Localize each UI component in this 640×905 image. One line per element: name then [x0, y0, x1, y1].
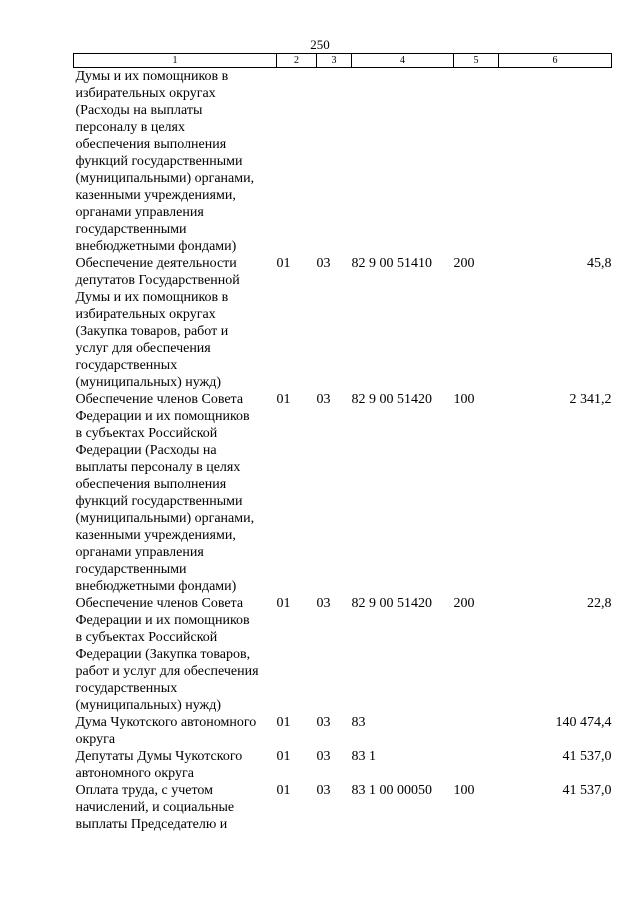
row-target-article-code: 83 1 00 00050 — [351, 783, 432, 798]
row-expense-type-code — [454, 714, 499, 748]
row-subsection-code: 03 — [316, 596, 331, 611]
row-target-article-code: 83 1 — [351, 749, 376, 764]
row-name-line: округа — [75, 732, 116, 747]
row-name-line: (муниципальных) нужд) — [75, 698, 222, 713]
row-subsection-code: 03 — [316, 392, 331, 407]
header-col-3: 3 — [317, 54, 352, 68]
row-name-line: Оплата труда, с учетом — [75, 783, 213, 798]
row-name-line: функций государственными — [75, 154, 243, 169]
header-col-4: 4 — [352, 54, 454, 68]
table-header-row — [74, 54, 612, 68]
row-name-line: Думы и их помощников в — [75, 69, 229, 84]
row-name-line: (муниципальными) органами, — [75, 171, 255, 186]
row-name-line: Обеспечение членов Совета — [75, 596, 244, 611]
row-section-code — [277, 68, 317, 256]
row-name-line: Дума Чукотского автономного — [75, 715, 257, 730]
header-col-2: 2 — [277, 54, 317, 68]
row-name-line: Федерации (Закупка товаров, — [75, 647, 251, 662]
row-name-line: выплаты Председателю и — [75, 817, 228, 832]
row-section-code: 01 — [276, 256, 291, 271]
row-name-cell — [74, 68, 277, 256]
table-row — [74, 391, 612, 595]
row-target-article-code: 82 9 00 51410 — [351, 256, 432, 271]
row-name-line: Думы и их помощников в — [75, 290, 229, 305]
row-name-line: персоналу в целях — [75, 120, 185, 135]
row-name-line: депутатов Государственной — [75, 273, 240, 288]
row-name-line: работ и услуг для обеспечения — [75, 664, 259, 679]
row-name-line: Обеспечение членов Совета — [75, 392, 244, 407]
row-name-line: Федерации и их помощников — [75, 613, 250, 628]
row-name-line: государственными — [75, 562, 187, 577]
row-expense-type-code — [454, 748, 499, 782]
row-subsection-code: 03 — [316, 715, 331, 730]
row-section-code: 01 — [276, 783, 291, 798]
row-name-line: органами управления — [75, 205, 204, 220]
row-amount: 140 474,4 — [555, 715, 612, 730]
row-name-line: внебюджетными фондами) — [75, 239, 237, 254]
row-name-line: в субъектах Российской — [75, 426, 218, 441]
row-subsection-code: 03 — [316, 749, 331, 764]
row-name-line: выплаты персоналу в целях — [75, 460, 241, 475]
row-name-line: функций государственными — [75, 494, 243, 509]
row-name-line: Федерации и их помощников — [75, 409, 250, 424]
row-target-article-code — [352, 68, 454, 256]
row-target-article-code: 83 — [351, 715, 366, 730]
row-name-line: (Закупка товаров, работ и — [75, 324, 229, 339]
row-amount: 41 537,0 — [562, 749, 612, 764]
row-name-cell — [74, 748, 277, 782]
row-target-article-code: 82 9 00 51420 — [351, 596, 432, 611]
table-row — [74, 595, 612, 714]
row-name-line: (муниципальных) нужд) — [75, 375, 222, 390]
row-name-line: (Расходы на выплаты — [75, 103, 203, 118]
row-name-line: органами управления — [75, 545, 204, 560]
header-col-1: 1 — [74, 54, 277, 68]
row-name-line: казенными учреждениями, — [75, 528, 236, 543]
page-number: 250 — [310, 37, 330, 52]
table-body — [74, 68, 612, 834]
table-row — [74, 68, 612, 256]
row-name-line: казенными учреждениями, — [75, 188, 236, 203]
row-name-line: (муниципальными) органами, — [75, 511, 255, 526]
row-expense-type-code: 200 — [453, 256, 475, 271]
table-row — [74, 782, 612, 833]
row-name-line: обеспечения выполнения — [75, 477, 227, 492]
row-name-cell — [74, 595, 277, 714]
row-name-cell — [74, 391, 277, 595]
row-expense-type-code: 200 — [453, 596, 475, 611]
row-amount: 41 537,0 — [562, 783, 612, 798]
row-name-cell — [74, 714, 277, 748]
row-name-line: автономного округа — [75, 766, 194, 781]
row-section-code: 01 — [276, 749, 291, 764]
header-col-6: 6 — [499, 54, 612, 68]
row-name-line: избирательных округах — [75, 307, 216, 322]
table-row — [74, 255, 612, 391]
row-amount: 2 341,2 — [569, 392, 612, 407]
row-name-line: услуг для обеспечения — [75, 341, 211, 356]
header-col-5: 5 — [454, 54, 499, 68]
budget-table — [73, 53, 612, 833]
row-name-line: Федерации (Расходы на — [75, 443, 217, 458]
row-name-cell — [74, 782, 277, 833]
row-amount: 22,8 — [587, 596, 612, 611]
row-section-code: 01 — [276, 392, 291, 407]
row-subsection-code: 03 — [316, 256, 331, 271]
row-name-line: государственных — [75, 681, 178, 696]
row-name-cell — [74, 255, 277, 391]
row-target-article-code: 82 9 00 51420 — [351, 392, 432, 407]
row-name-line: Обеспечение деятельности — [75, 256, 237, 271]
row-name-line: Депутаты Думы Чукотского — [75, 749, 243, 764]
row-section-code: 01 — [276, 596, 291, 611]
row-amount — [499, 68, 612, 256]
row-section-code: 01 — [276, 715, 291, 730]
row-name-line: государственными — [75, 222, 187, 237]
row-name-line: начислений, и социальные — [75, 800, 235, 815]
row-amount: 45,8 — [587, 256, 612, 271]
row-subsection-code: 03 — [316, 783, 331, 798]
table-row — [74, 714, 612, 748]
row-name-line: государственных — [75, 358, 178, 373]
row-expense-type-code: 100 — [453, 783, 475, 798]
row-expense-type-code: 100 — [453, 392, 475, 407]
row-name-line: внебюджетными фондами) — [75, 579, 237, 594]
row-name-line: в субъектах Российской — [75, 630, 218, 645]
row-name-line: избирательных округах — [75, 86, 216, 101]
row-expense-type-code — [454, 68, 499, 256]
row-name-line: обеспечения выполнения — [75, 137, 227, 152]
row-subsection-code — [317, 68, 352, 256]
table-row — [74, 748, 612, 782]
